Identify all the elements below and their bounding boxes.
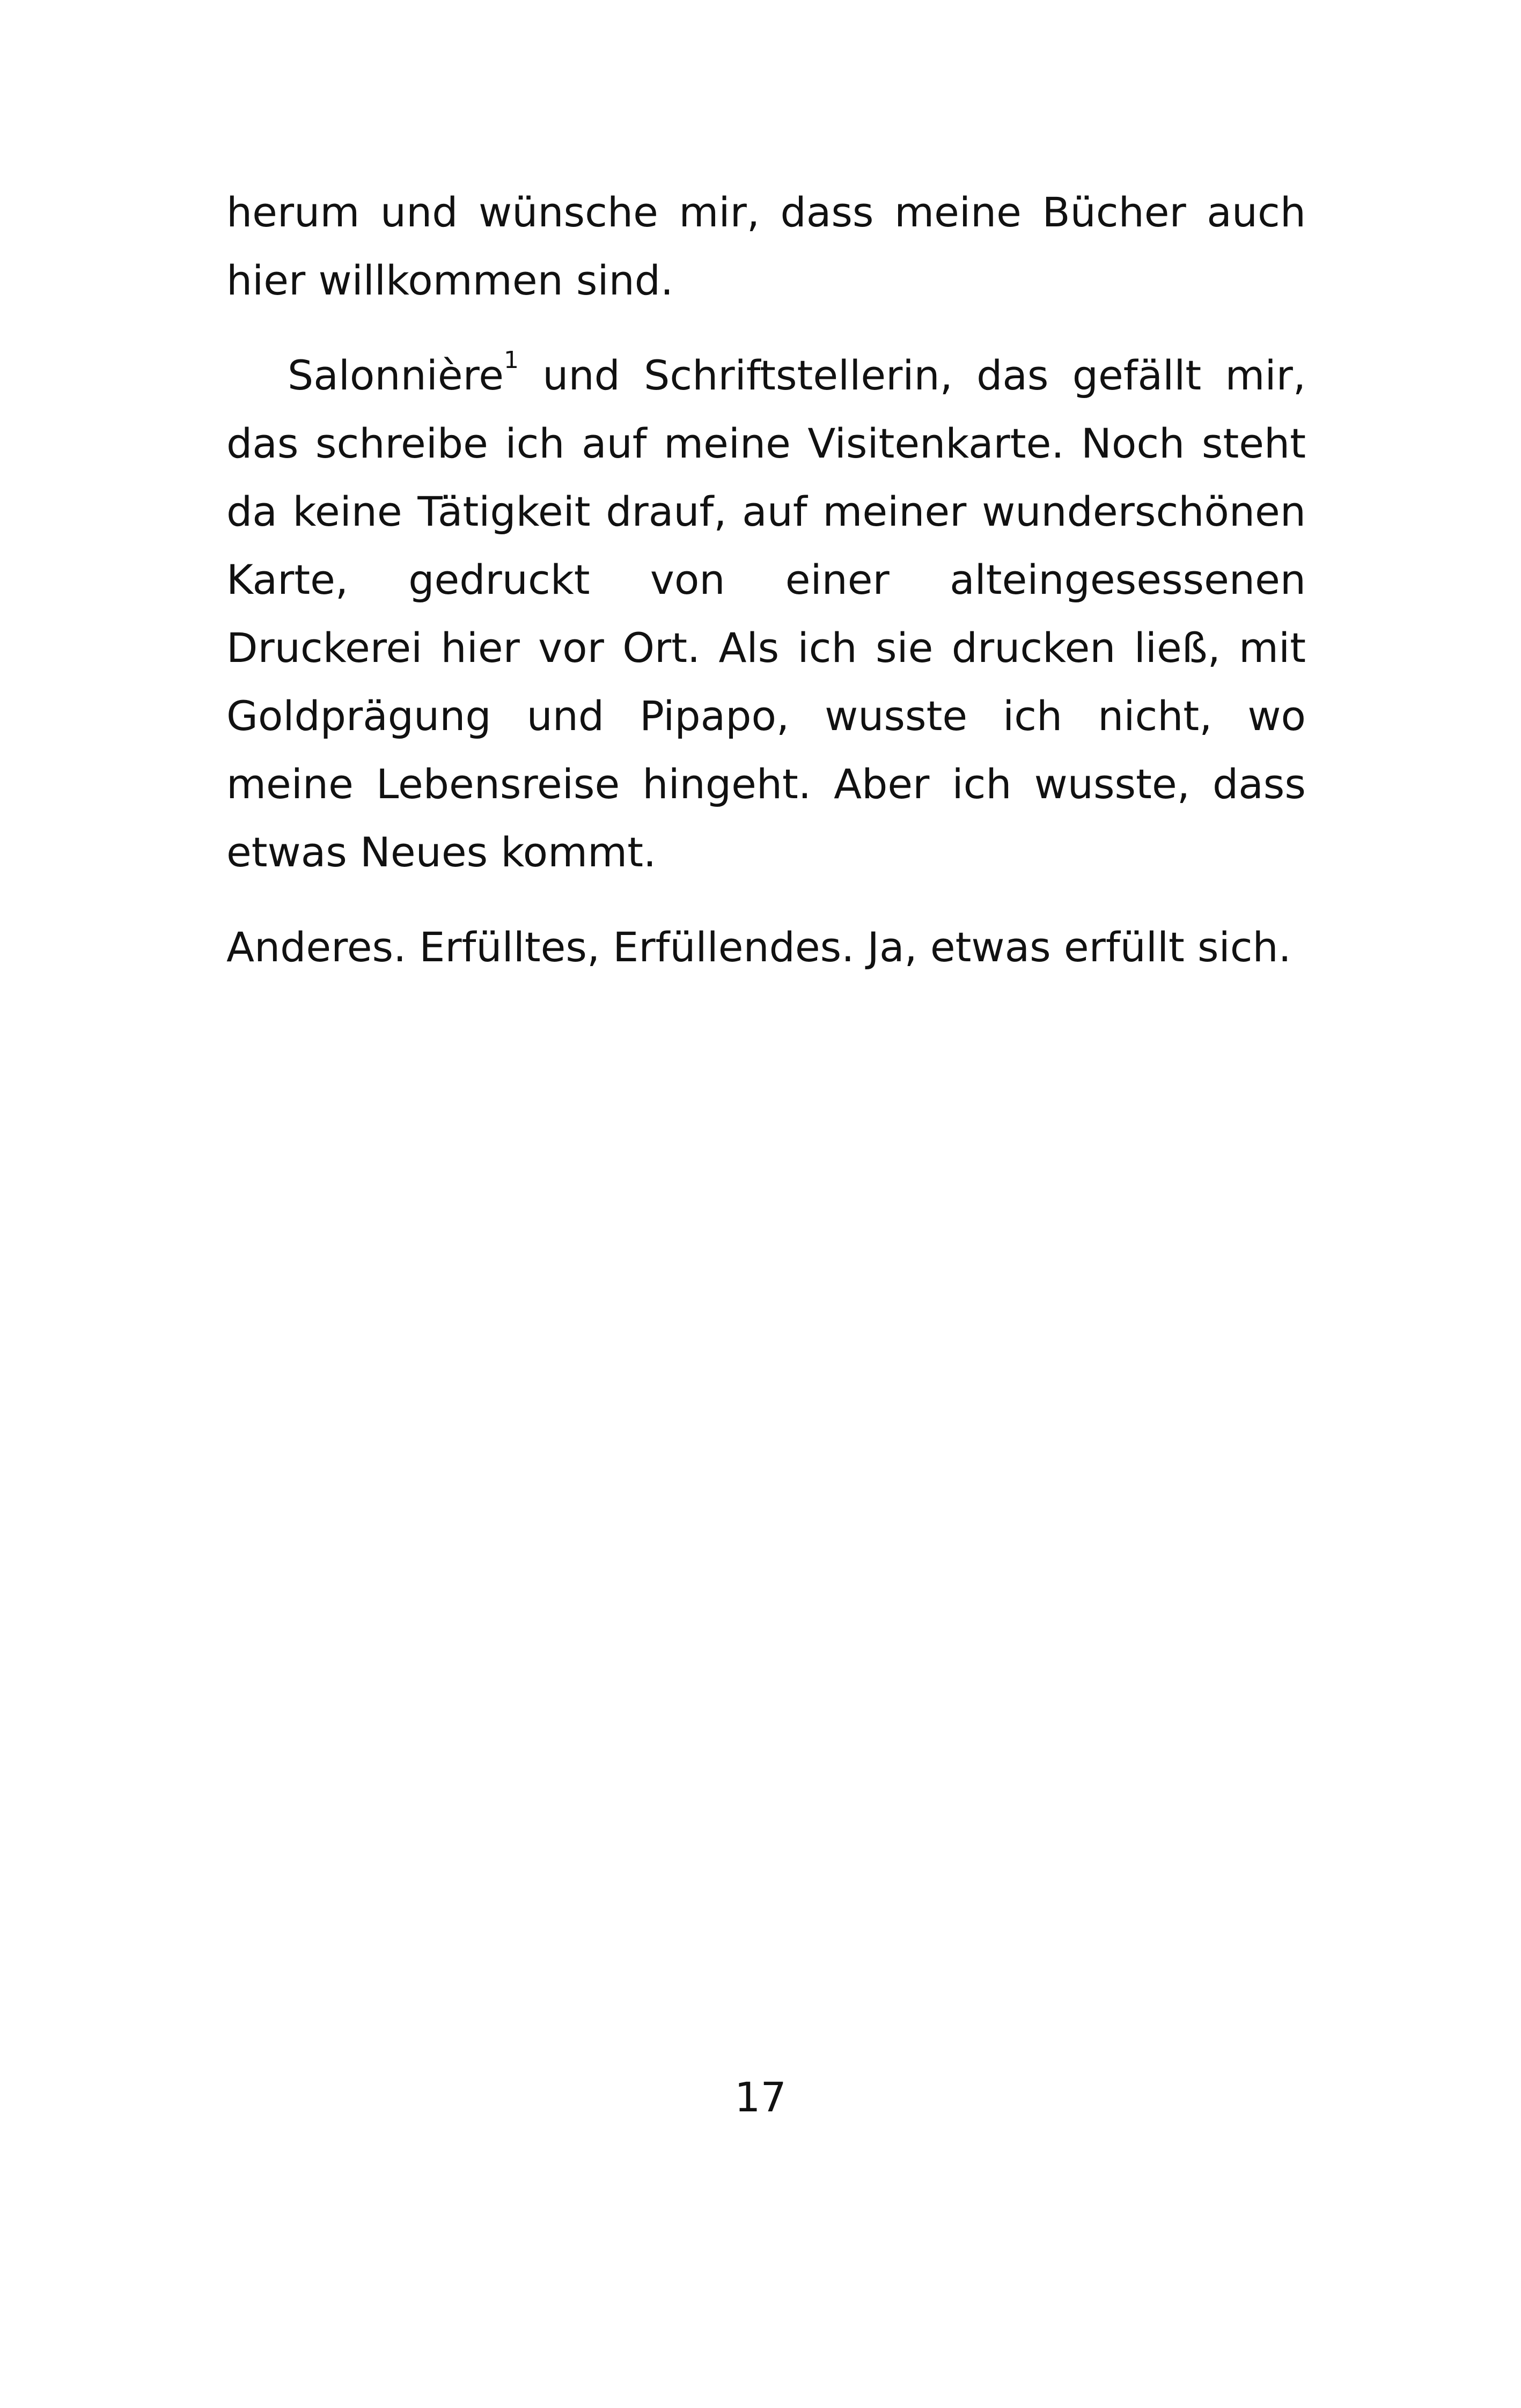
paragraph-continuation: herum und wünsche mir, dass meine Bücher auch hier willkommen sind. [226, 188, 1306, 304]
paragraph-text-rest: und Schriftstellerin, das gefällt mir, das schreibe ich auf meine Visitenkarte. Noch steht da keine Tätigkeit drauf, auf meiner wunderschönen Karte, gedruckt von einer alteingesessenen Druckerei hier vor Ort. Als ich sie drucken ließ, mit Goldprägung und Pipapo, wusste ich nicht, wo meine Lebensreise hingeht. Aber ich wusste, dass etwas Neues kommt. [226, 351, 1306, 876]
page-number: 17 [734, 2073, 787, 2121]
paragraph-text-start: Salonnière [288, 351, 504, 399]
footnote-reference: 1 [503, 347, 519, 374]
body-text [226, 178, 1306, 981]
paragraph-closing: Anderes. Erfülltes, Erfüllendes. Ja, etwas erfüllt sich. [226, 923, 1291, 971]
paragraph-salonniere [226, 341, 1306, 886]
